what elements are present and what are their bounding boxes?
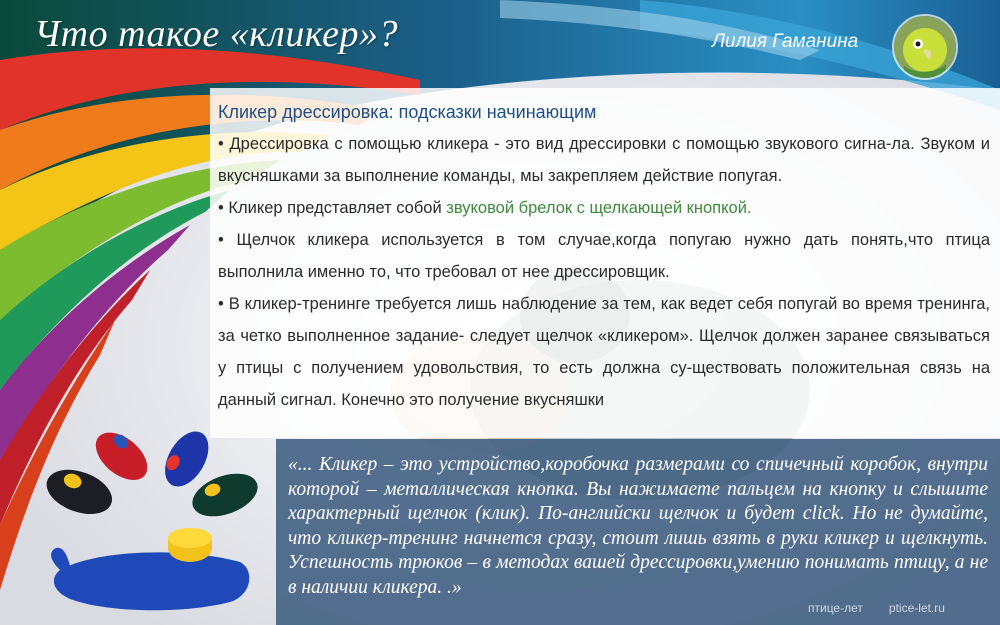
tips-panel [210,88,1000,438]
tips-heading: Кликер дрессировка: подсказки начинающим [218,102,597,122]
parrot-avatar-icon [894,16,956,78]
page-title: Что такое «кликер»? [34,13,399,55]
tip-paragraph-1: • Дрессировка с помощью кликера - это вид дрессировки с помощью звукового сигна-ла. Звуком и вкусняшками за выполнение команды, мы закрепляем действие попугая. [218,135,990,185]
tip-2-highlight: звуковой брелок с щелкающей кнопкой. [446,199,752,217]
quote-text: «... Кликер – это устройство,коробочка размерами со спичечный коробок, внутри которой – металлическая кнопка. Вы нажимаете пальцем на кнопку и слышите характерный щелчок (клик). По-английски щелчок и будет click. Но не думайте, что кликер-тренинг начнется сразу, стоит лишь взять в руки кликер и щелкнуть. Успешность трюков – в методах вашей дрессировки,умению понимать птицу, а не в наличии кликера. .» [288,454,988,598]
quote-panel [276,439,1000,625]
tip-paragraph-3: • Щелчок кликера используется в том случае,когда попугаю нужно дать понять,что птица выполнила именно то, что требовал от нее дрессировщик. [218,231,990,281]
clickers-illustration [40,420,300,625]
tip-paragraph-4: • В кликер-тренинге требуется лишь наблюдение за тем, как ведет себя попугай во время тренинга, за четко выполненное задание- следует щелчок «кликером». Щелчок должен заранее связываться у птицы с получением удовольствия, то есть должна су-ществовать положительная связь на данный сигнал. Конечно это получение вкусняшки [218,295,990,409]
tip-2-text: • Кликер представляет собой [218,199,447,217]
tip-paragraph-2 [218,192,990,224]
watermark-left: птице-лет [808,601,863,615]
author-name: Лилия Гаманина [712,31,859,52]
author-avatar [892,14,958,80]
site-watermark [808,601,945,615]
watermark-domain: ptice-let.ru [888,601,945,615]
